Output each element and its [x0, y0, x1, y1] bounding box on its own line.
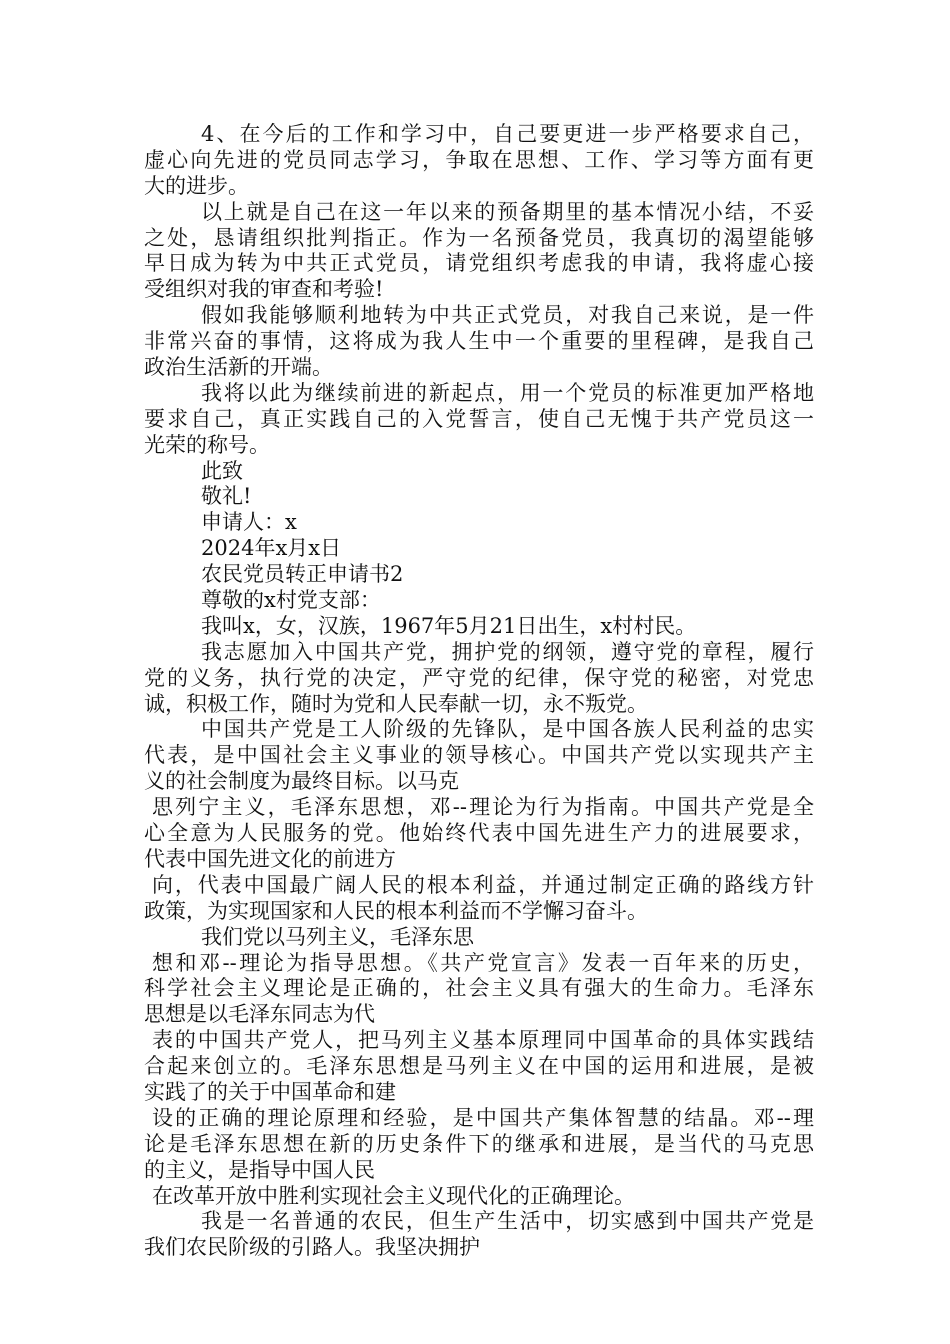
text-line: 之处，恳请组织批判指正。作为一名预备党员，我真切的渴望能够 [144, 225, 814, 250]
text-line: 合起来创立的。毛泽东思想是马列主义在中国的运用和进展，是被 [144, 1054, 814, 1079]
text-line: 尊敬的x村党支部： [201, 588, 381, 613]
text-line: 敬礼! [201, 484, 252, 509]
text-line: 思想是以毛泽东同志为代 [144, 1002, 375, 1027]
text-line: 申请人：x [201, 510, 297, 535]
text-line: 此致 [201, 458, 243, 483]
text-line: 受组织对我的审查和考验! [144, 277, 384, 302]
text-line: 我是一名普通的农民，但生产生活中，切实感到中国共产党是 [201, 1209, 814, 1234]
text-line: 在改革开放中胜利实现社会主义现代化的正确理论。 [152, 1183, 635, 1208]
text-line: 代表，是中国社会主义事业的领导核心。中国共产党以实现共产主 [144, 743, 814, 768]
text-line: 我们党以马列主义，毛泽东思 [201, 924, 474, 949]
text-line: 表的中国共产党人，把马列主义基本原理同中国革命的具体实践结 [152, 1028, 814, 1053]
text-line: 假如我能够顺利地转为中共正式党员，对我自己来说，是一件 [201, 303, 814, 328]
text-line: 4、在今后的工作和学习中，自己要更进一步严格要求自己， [201, 122, 814, 146]
text-line: 政策，为实现国家和人民的根本利益而不学懈习奋斗。 [144, 898, 648, 923]
text-line: 非常兴奋的事情，这将成为我人生中一个重要的里程碑，是我自己 [144, 329, 814, 354]
text-line: 代表中国先进文化的前进方 [144, 846, 396, 871]
text-line: 大的进步。 [144, 173, 249, 198]
text-line: 中国共产党是工人阶级的先锋队，是中国各族人民利益的忠实 [201, 717, 814, 742]
text-line: 心全意为人民服务的党。他始终代表中国先进生产力的进展要求， [144, 821, 814, 846]
text-line: 政治生活新的开端。 [144, 355, 333, 380]
text-line: 论是毛泽东思想在新的历史条件下的继承和进展，是当代的马克思 [144, 1131, 814, 1156]
text-line: 我将以此为继续前进的新起点，用一个党员的标准更加严格地 [201, 380, 814, 405]
text-line: 我叫x，女，汉族，1967年5月21日出生，x村村民。 [201, 613, 697, 638]
text-line: 2024年x月x日 [201, 536, 342, 561]
text-line: 虚心向先进的党员同志学习，争取在思想、工作、学习等方面有更 [144, 147, 814, 172]
text-line: 以上就是自己在这一年以来的预备期里的基本情况小结，不妥 [201, 199, 814, 224]
document-body [144, 122, 814, 1261]
text-line: 要求自己，真正实践自己的入党誓言，使自己无愧于共产党员这一 [144, 406, 814, 431]
text-line: 的主义，是指导中国人民 [144, 1157, 375, 1182]
text-line: 设的正确的理论原理和经验，是中国共产集体智慧的结晶。邓--理 [152, 1105, 814, 1130]
text-line: 义的社会制度为最终目标。以马克 [144, 769, 459, 794]
text-line: 实践了的关于中国革命和建 [144, 1079, 396, 1104]
text-line: 向，代表中国最广阔人民的根本利益，并通过制定正确的路线方针 [152, 872, 814, 897]
text-line: 科学社会主义理论是正确的，社会主义具有强大的生命力。毛泽东 [144, 976, 814, 1001]
text-line: 想和邓--理论为指导思想。《共产党宣言》发表一百年来的历史， [152, 950, 814, 975]
text-line: 光荣的称号。 [144, 432, 270, 457]
text-line: 党的义务，执行党的决定，严守党的纪律，保守党的秘密，对党忠 [144, 665, 814, 690]
text-line: 诚，积极工作，随时为党和人民奉献一切，永不叛党。 [144, 691, 648, 716]
text-line: 我们农民阶级的引路人。我坚决拥护 [144, 1235, 480, 1260]
text-line: 农民党员转正申请书2 [201, 562, 404, 587]
text-line: 我志愿加入中国共产党，拥护党的纲领，遵守党的章程，履行 [201, 639, 814, 664]
text-line: 思列宁主义，毛泽东思想，邓--理论为行为指南。中国共产党是全 [152, 795, 814, 820]
text-line: 早日成为转为中共正式党员，请党组织考虑我的申请，我将虚心接 [144, 251, 814, 276]
